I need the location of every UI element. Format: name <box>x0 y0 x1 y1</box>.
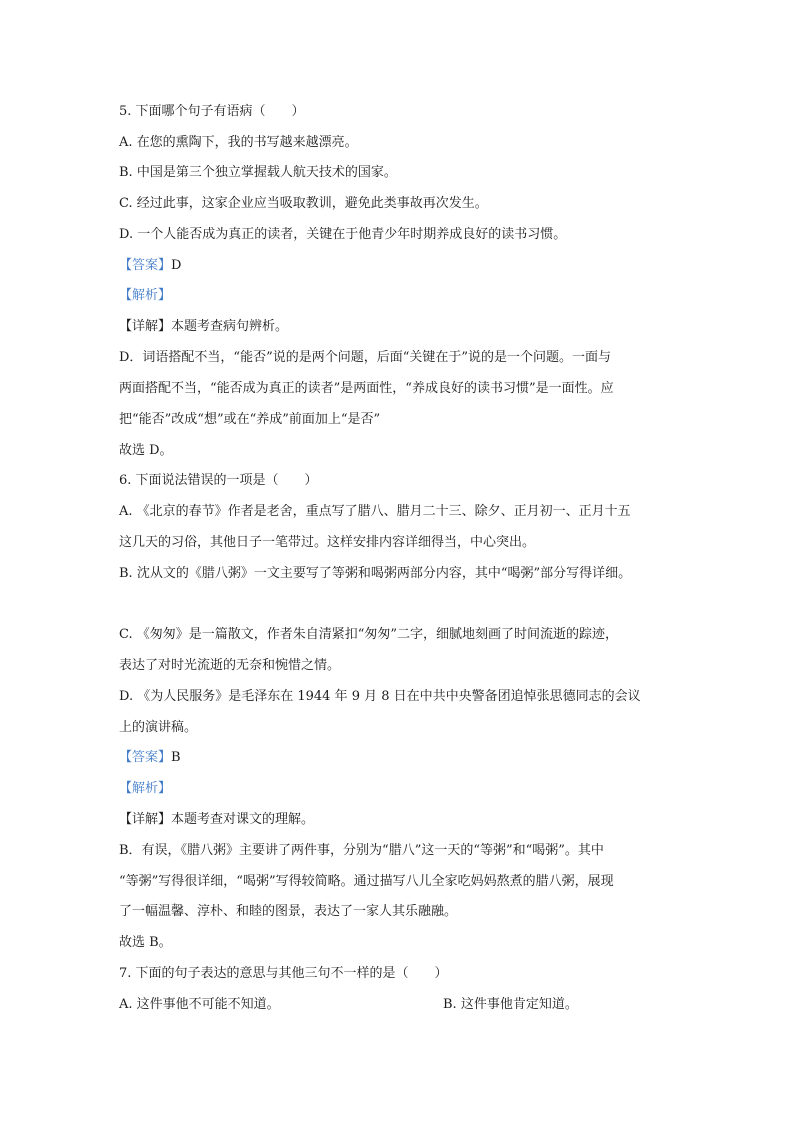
q5-detail <box>119 318 288 336</box>
answer-tag: 【答案】 <box>119 258 172 273</box>
q5-answer <box>119 257 181 275</box>
q6-option-a-line-2: 这几天的习俗，其他日子一笔带过。这样安排内容详细得当，中心突出。 <box>119 535 536 550</box>
analysis-tag: 【解析】 <box>119 781 172 796</box>
q7-option-a: A. 这件事他不可能不知道。 <box>119 997 280 1012</box>
q6-option-a-line-1: A. 《北京的春节》作者是老舍，重点写了腊八、腊月二十三、除夕、正月初一、正月十五 <box>119 504 631 519</box>
q5-explanation-line-3: 把“能否”改成“想”或在“养成”前面加上“是否” <box>119 412 381 427</box>
q6-conclusion: 故选 B。 <box>119 935 172 950</box>
q5-stem: 5. 下面哪个句子有语病（ ） <box>119 104 305 119</box>
q6-explanation-line-1: B．有误，《腊八粥》主要讲了两件事，分别为“腊八”这一天的“等粥”和“喝粥”。其中 <box>119 843 604 858</box>
q7-option-b: B. 这件事他肯定知道。 <box>443 997 578 1012</box>
q6-explanation-line-3: 了一幅温馨、淳朴、和睦的图景，表达了一家人其乐融融。 <box>119 904 458 919</box>
answer-tag: 【答案】 <box>119 750 172 765</box>
q6-option-d-line-1: D. 《为人民服务》是毛泽东在 1944 年 9 月 8 日在中共中央警备团追悼张思德同志的会议 <box>119 689 641 704</box>
detail-tag: 【详解】 <box>119 812 172 827</box>
answer-value: B <box>171 750 181 765</box>
answer-value: D <box>171 258 182 273</box>
q5-option-c: C. 经过此事，这家企业应当吸取教训，避免此类事故再次发生。 <box>119 196 488 211</box>
q5-option-d: D. 一个人能否成为真正的读者，关键在于他青少年时期养成良好的读书习惯。 <box>119 227 567 242</box>
q7-stem: 7. 下面的句子表达的意思与其他三句不一样的是（ ） <box>119 966 448 981</box>
q6-option-c-line-2: 表达了对时光流逝的无奈和惋惜之情。 <box>119 658 341 673</box>
q6-answer <box>119 749 181 767</box>
q5-explanation-line-2: 两面搭配不当，“能否成为真正的读者”是两面性，“养成良好的读书习惯”是一面性。应 <box>119 381 614 396</box>
q5-explanation-line-1: D．词语搭配不当，“能否”说的是两个问题，后面“关键在于”说的是一个问题。一面与 <box>119 350 612 365</box>
q5-analysis <box>119 287 171 305</box>
q6-stem: 6. 下面说法错误的一项是（ ） <box>119 473 318 488</box>
q6-option-b: B. 沈从文的《腊八粥》一文主要写了等粥和喝粥两部分内容，其中“喝粥”部分写得详细。 <box>119 566 632 581</box>
q5-conclusion: 故选 D。 <box>119 443 173 458</box>
q6-option-c-line-1: C. 《匆匆》是一篇散文，作者朱自清紧扣“匆匆”二字，细腻地刻画了时间流逝的踪迹， <box>119 627 619 642</box>
analysis-tag: 【解析】 <box>119 288 172 303</box>
detail-text: 本题考查对课文的理解。 <box>171 812 315 827</box>
q6-detail <box>119 811 314 829</box>
detail-tag: 【详解】 <box>119 319 172 334</box>
q6-explanation-line-2: “等粥”写得很详细，“喝粥”写得较简略。通过描写八儿全家吃妈妈熬煮的腊八粥，展现 <box>119 874 614 889</box>
q6-option-d-line-2: 上的演讲稿。 <box>119 720 198 735</box>
q5-option-a: A. 在您的熏陶下，我的书写越来越漂亮。 <box>119 135 358 150</box>
q7-options-row <box>119 996 699 1014</box>
detail-text: 本题考查病句辨析。 <box>171 319 289 334</box>
q6-analysis <box>119 780 171 798</box>
q5-option-b: B. 中国是第三个独立掌握载人航天技术的国家。 <box>119 165 397 180</box>
